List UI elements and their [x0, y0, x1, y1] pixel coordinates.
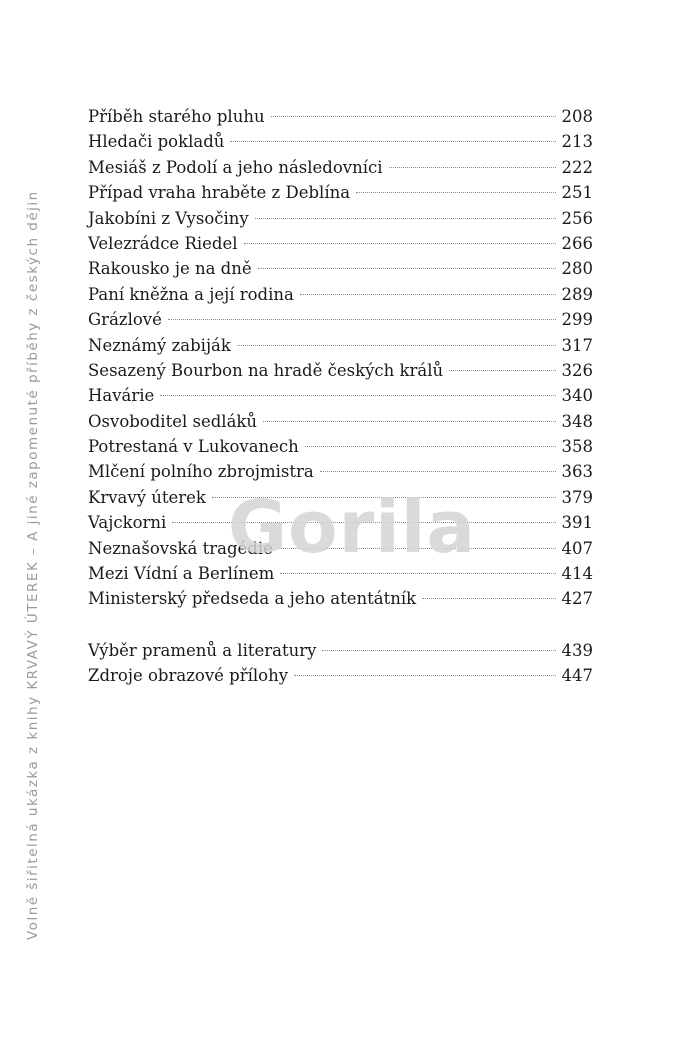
toc-entry-title: Neznašovská tragédie [88, 538, 273, 558]
toc-entry [88, 358, 593, 383]
dot-leader [279, 548, 556, 549]
toc-entry [88, 282, 593, 307]
toc-entry-title: Potrestaná v Lukovanech [88, 437, 299, 457]
toc-entry [88, 206, 593, 231]
toc-entry [88, 104, 593, 129]
toc-entry-page: 213 [561, 132, 593, 152]
toc-entry [88, 307, 593, 332]
toc-entry-page: 299 [561, 310, 593, 330]
toc-entry [88, 256, 593, 281]
toc-entry [88, 434, 593, 459]
dot-leader [237, 345, 556, 346]
toc-entry-page: 326 [561, 360, 593, 380]
toc-entry [88, 231, 593, 256]
toc-entry-page: 251 [561, 183, 593, 203]
toc-entry-page: 363 [561, 462, 593, 482]
toc-entry-title: Osvoboditel sedláků [88, 411, 258, 431]
dot-leader [263, 421, 555, 422]
dot-leader [271, 116, 556, 117]
toc-entry-page: 208 [561, 107, 593, 126]
toc-entry-title: Sesazený Bourbon na hradě českých králů [88, 360, 444, 380]
dot-leader [300, 294, 556, 295]
toc-entry-page: 427 [561, 589, 593, 609]
toc-entry-title: Mezi Vídní a Berlínem [88, 564, 275, 584]
dot-leader [322, 650, 555, 651]
toc-entry [88, 129, 593, 154]
dot-leader [294, 675, 555, 676]
toc-entry-page: 407 [561, 538, 593, 558]
toc-entry-title: Paní kněžna a její rodina [88, 284, 294, 304]
toc-entry-title: Vajckorni [88, 513, 167, 533]
dot-leader [160, 395, 555, 396]
dot-leader [212, 497, 556, 498]
toc-entry-page: 289 [561, 284, 593, 304]
toc-entry-page: 414 [561, 564, 593, 584]
dot-leader [389, 167, 556, 168]
dot-leader [258, 268, 556, 269]
dot-leader [449, 370, 555, 371]
dot-leader [422, 598, 555, 599]
toc-entry [88, 459, 593, 484]
toc-entry [88, 409, 593, 434]
toc-entry-title: Neznámý zabiják [88, 335, 231, 355]
dot-leader [280, 573, 555, 574]
toc-entry-title: Havárie [88, 386, 155, 406]
toc-entry [88, 561, 593, 586]
toc-chapters-list [88, 104, 593, 612]
toc-entry-title: Případ vraha hraběte z Deblína [88, 183, 351, 203]
toc-entry-page: 256 [561, 208, 593, 228]
toc-entry [88, 663, 593, 688]
toc-appendix-list [88, 638, 593, 689]
toc-entry-title: Příběh starého pluhu [88, 107, 265, 126]
toc-entry-page: 379 [561, 487, 593, 507]
dot-leader [172, 522, 555, 523]
toc-entry-title: Krvavý úterek [88, 487, 206, 507]
toc-entry-page: 358 [561, 437, 593, 457]
toc-entry [88, 333, 593, 358]
toc-entry-page: 266 [561, 233, 593, 253]
dot-leader [168, 319, 556, 320]
toc-entry-title: Hledači pokladů [88, 132, 225, 152]
toc-entry-title: Grázlové [88, 310, 162, 330]
toc-entry-title: Mesiáš z Podolí a jeho následovníci [88, 157, 383, 177]
toc-entry-page: 222 [561, 157, 593, 177]
toc-entry [88, 155, 593, 180]
toc-entry-title: Rakousko je na dně [88, 259, 252, 279]
dot-leader [320, 471, 556, 472]
dot-leader [230, 141, 555, 142]
dot-leader [244, 243, 556, 244]
toc-entry-page: 439 [561, 640, 593, 660]
toc-entry-page: 348 [561, 411, 593, 431]
toc-entry [88, 510, 593, 535]
toc-entry-page: 317 [561, 335, 593, 355]
toc-entry [88, 586, 593, 611]
dot-leader [255, 218, 556, 219]
side-note: Volně šiřitelná ukázka z knihy KRVAVÝ ÚTEREK – A jiné zapomenuté příběhy z českých dějin [25, 190, 41, 940]
toc-entry-page: 340 [561, 386, 593, 406]
toc-entry [88, 485, 593, 510]
toc-entry-page: 391 [561, 513, 593, 533]
toc-entry-title: Mlčení polního zbrojmistra [88, 462, 314, 482]
toc-entry-page: 280 [561, 259, 593, 279]
toc-entry-title: Zdroje obrazové přílohy [88, 666, 289, 686]
toc-entry-title: Jakobíni z Vysočiny [88, 208, 249, 228]
dot-leader [356, 192, 555, 193]
toc-entry-title: Velezrádce Riedel [88, 233, 238, 253]
toc-entry-page: 447 [561, 666, 593, 686]
toc-entry-title: Ministerský předseda a jeho atentátník [88, 589, 417, 609]
toc-entry [88, 638, 593, 663]
watermark-logo: Gorila [228, 485, 477, 569]
toc-entry [88, 383, 593, 408]
toc-entry-title: Výběr pramenů a literatury [88, 640, 317, 660]
table-of-contents [88, 104, 593, 689]
toc-entry [88, 180, 593, 205]
toc-entry [88, 536, 593, 561]
dot-leader [305, 446, 556, 447]
